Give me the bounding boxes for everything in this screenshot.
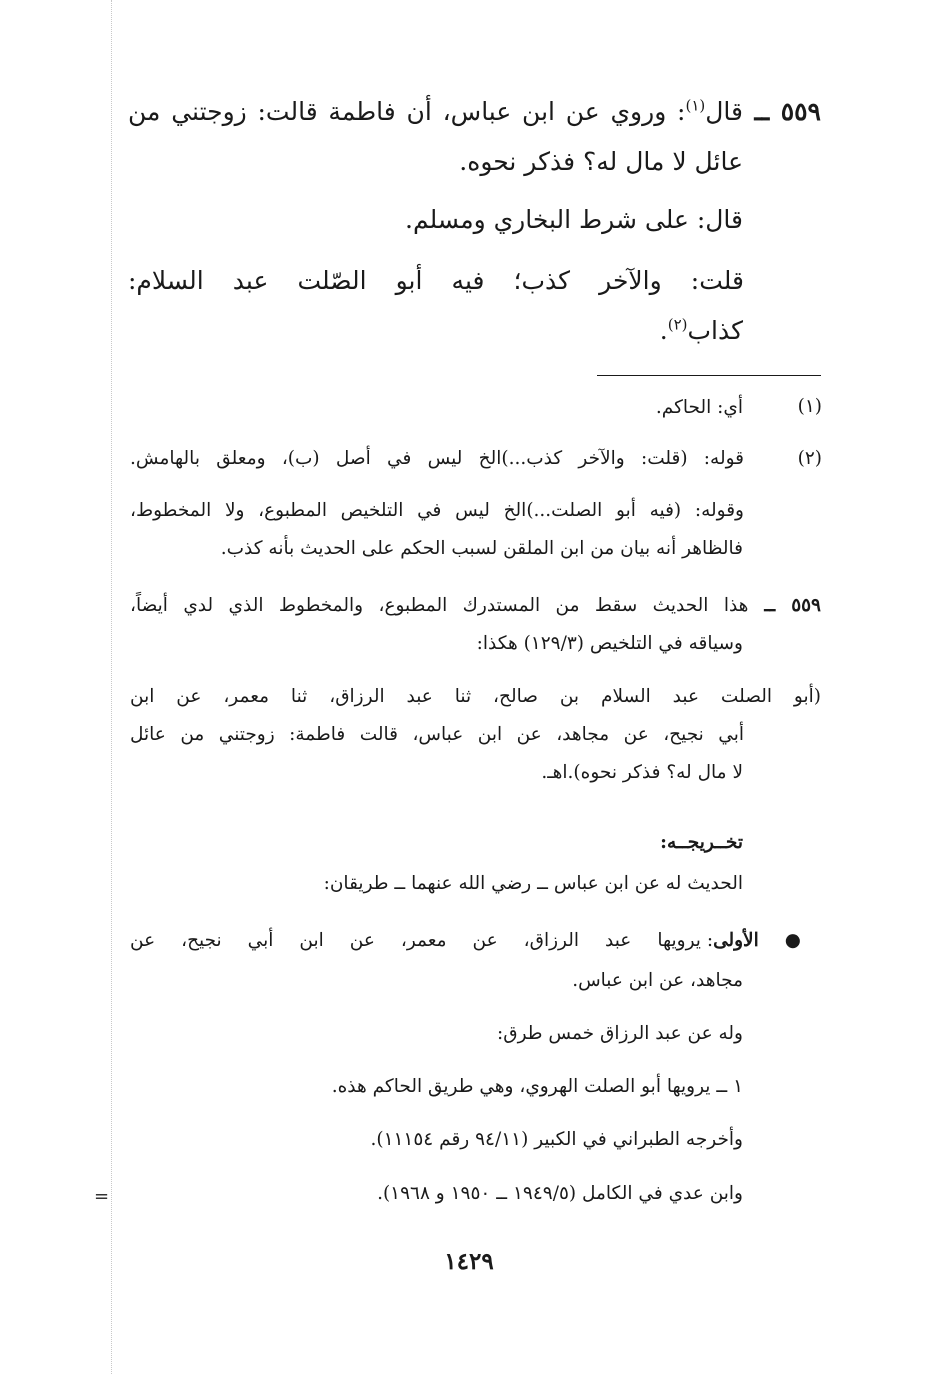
page-number: ١٤٢٩ bbox=[444, 1248, 494, 1275]
tabarani-ref: وأخرجه الطبراني في الكبير (٩٤/١١ رقم ١١١٥٤). bbox=[370, 1129, 743, 1150]
quote-line-3: لا مال له؟ فذكر نحوه).اهـ. bbox=[541, 762, 743, 783]
footnote-2-line-2: وقوله: (فيه أبو الصلت...)الخ ليس في التلخيص المطبوع، ولا المخطوط، bbox=[130, 500, 744, 521]
hadith-number: ٥٥٩ ــ bbox=[742, 97, 821, 126]
scan-edge-line bbox=[111, 0, 112, 1374]
first-path-line-1: ● الأولى: يرويها عبد الرزاق، عن معمر، عن ابن أبي نجيح، عن bbox=[130, 930, 821, 951]
takhrij-heading: تخــريجــه: bbox=[660, 832, 743, 853]
abdulrazzaq-paths: وله عن عبد الرزاق خمس طرق: bbox=[497, 1023, 743, 1044]
quote-line-2: أبي نجيح، عن مجاهد، عن ابن عباس، قالت فاطمة: زوجتني من عائل bbox=[130, 724, 744, 745]
margin-mark: = bbox=[94, 1186, 110, 1207]
first-path-line-2: مجاهد، عن ابن عباس. bbox=[572, 970, 743, 991]
quote-line-1: (أبو الصلت عبد السلام بن صالح، ثنا عبد الرزاق، ثنا معمر، عن ابن bbox=[130, 686, 821, 707]
ibn-adi-ref: وابن عدي في الكامل (١٩٤٩/٥ ــ ١٩٥٠ و ١٩٦٨). bbox=[377, 1183, 743, 1204]
hadith-line-2: عائل لا مال له؟ فذكر نحوه. bbox=[459, 147, 743, 176]
dhahabi-comment-line-2: كذاب$^{(٢)}$. bbox=[659, 315, 743, 345]
note-line-1: ٥٥٩ ــ هذا الحديث سقط من المستدرك المطبوع، والمخطوط الذي لدي أيضاً، bbox=[130, 595, 821, 616]
hakim-comment: قال: على شرط البخاري ومسلم. bbox=[405, 205, 743, 234]
note-line-2: وسياقه في التلخيص (١٢٩/٣) هكذا: bbox=[476, 633, 743, 654]
footnote-2-line-3: فالظاهر أنه بيان من ابن الملقن لسبب الحكم على الحديث بأنه كذب. bbox=[220, 538, 743, 559]
takhrij-intro: الحديث له عن ابن عباس ــ رضي الله عنهما ــ طريقان: bbox=[323, 873, 743, 894]
footnote-1-text: أي: الحاكم. bbox=[655, 397, 743, 418]
footnote-2-number: (٢) bbox=[797, 448, 822, 469]
footnote-ref-1: (١) bbox=[685, 96, 706, 115]
footnote-separator bbox=[597, 375, 821, 376]
path-1: ١ ــ يرويها أبو الصلت الهروي، وهي طريق الحاكم هذه. bbox=[331, 1076, 743, 1097]
footnote-2-line-1: قوله: (قلت: والآخر كذب...)الخ ليس في أصل (ب)، ومعلق بالهامش. bbox=[130, 448, 744, 469]
hadith-line-1: ٥٥٩ ــ قال$^{(١)}$: وروي عن ابن عباس، أن فاطمة قالت: زوجتني من bbox=[128, 96, 821, 126]
footnote-1-number: (١) bbox=[797, 396, 822, 417]
footnote-ref-2: (٢) bbox=[667, 315, 688, 334]
dhahabi-comment-line-1: قلت: والآخر كذب؛ فيه أبو الصّلت عبد السلام: bbox=[128, 266, 744, 295]
